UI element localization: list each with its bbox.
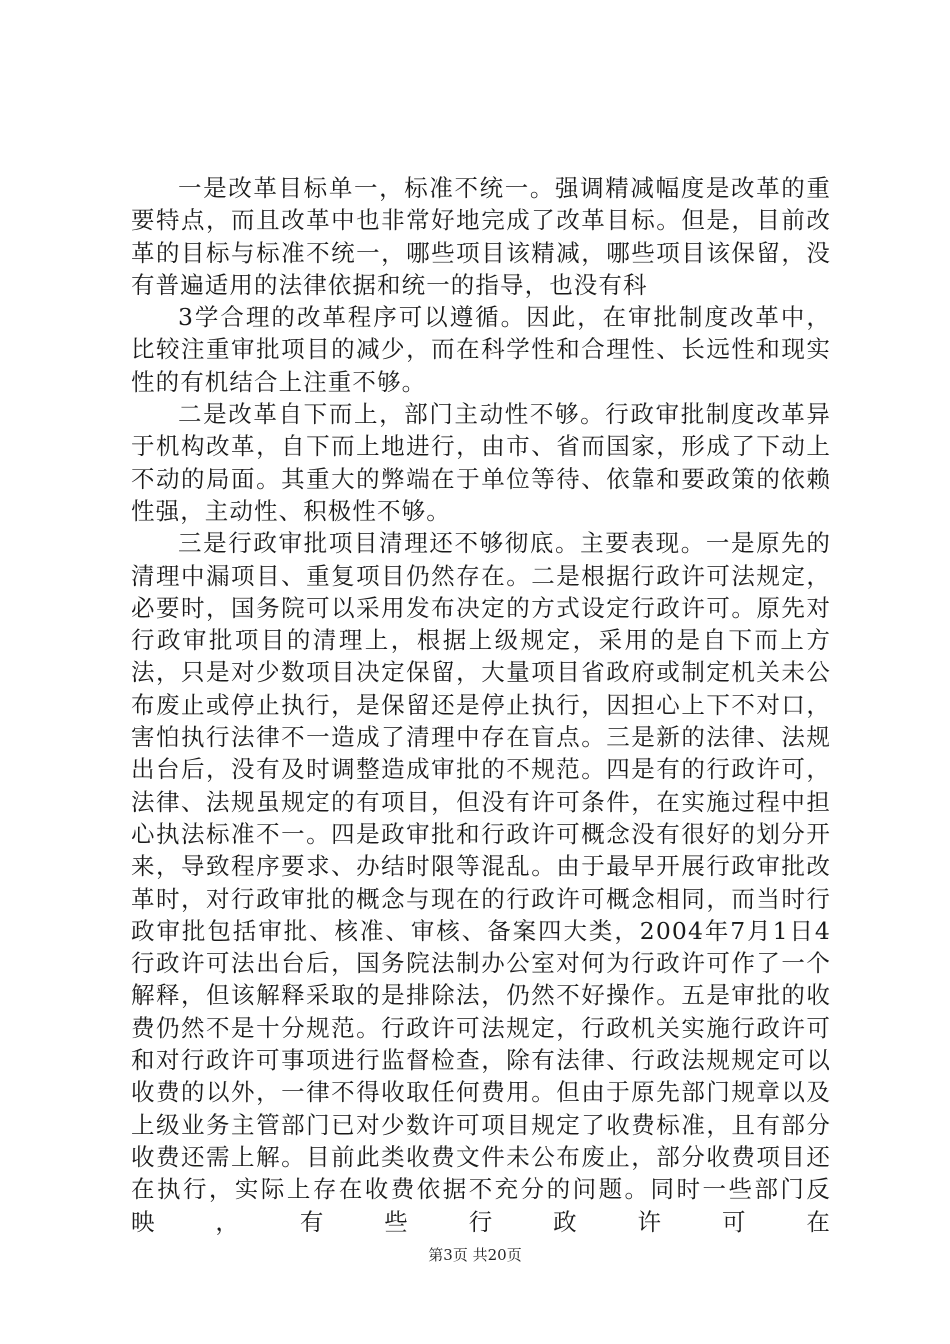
body-text [131, 172, 831, 1238]
paragraph-2: 3学合理的改革程序可以遵循。因此，在审批制度改革中，比较注重审批项目的减少，而在科学性和合理性、长远性和现实性的有机结合上注重不够。 [131, 303, 831, 396]
page-footer: 第3页 共20页 [428, 1246, 522, 1264]
paragraph-1: 一是改革目标单一，标准不统一。强调精减幅度是改革的重要特点，而且改革中也非常好地完成了改革目标。但是，目前改革的目标与标准不统一，哪些项目该精减，哪些项目该保留，没有普遍适用的法律依据和统一的指导，也没有科 [131, 174, 831, 299]
paragraph-4: 三是行政审批项目清理还不够彻底。主要表现。一是原先的清理中漏项目、重复项目仍然存在。二是根据行政许可法规定，必要时，国务院可以采用发布决定的方式设定行政许可。原先对行政审批项目的清理上，根据上级规定，采用的是自下而上方法，只是对少数项目决定保留，大量项目省政府或制定机关未公布废止或停止执行，是保留还是停止执行，因担心上下不对口，害怕执行法律不一造成了清理中存在盲点。三是新的法律、法规出台后，没有及时调整造成审批的不规范。四是有的行政许可，法律、法规虽规定的有项目，但没有许可条件，在实施过程中担心执法标准不一。四是政审批和行政许可概念没有很好的划分开来，导致程序要求、办结时限等混乱。由于最早开展行政审批改革时，对行政审批的概念与现在的行政许可概念相同，而当时行政审批包括审批、核准、审核、备案四大类，2004年7月1日4行政许可法出台后，国务院法制办公室对何为行政许可作了一个解释，但该解释采取的是排除法，仍然不好操作。五是审批的收费仍然不是十分规范。行政许可法规定，行政机关实施行政许可和对行政许可事项进行监督检查，除有法律、行政法规规定可以收费的以外，一律不得收取任何费用。但由于原先部门规章以及上级业务主管部门已对少数许可项目规定了收费标准，且有部分收费还需上解。目前此类收费文件未公布废止，部分收费项目还在执行，实际上存在收费依据不充分的问题。同时一些部门反映，有些行政许可在 [131, 529, 831, 1236]
paragraph-3: 二是改革自下而上，部门主动性不够。行政审批制度改革异于机构改革，自下而上地进行，由市、省而国家，形成了下动上不动的局面。其重大的弊端在于单位等待、依靠和要政策的依赖性强，主动性、积极性不够。 [131, 400, 831, 525]
